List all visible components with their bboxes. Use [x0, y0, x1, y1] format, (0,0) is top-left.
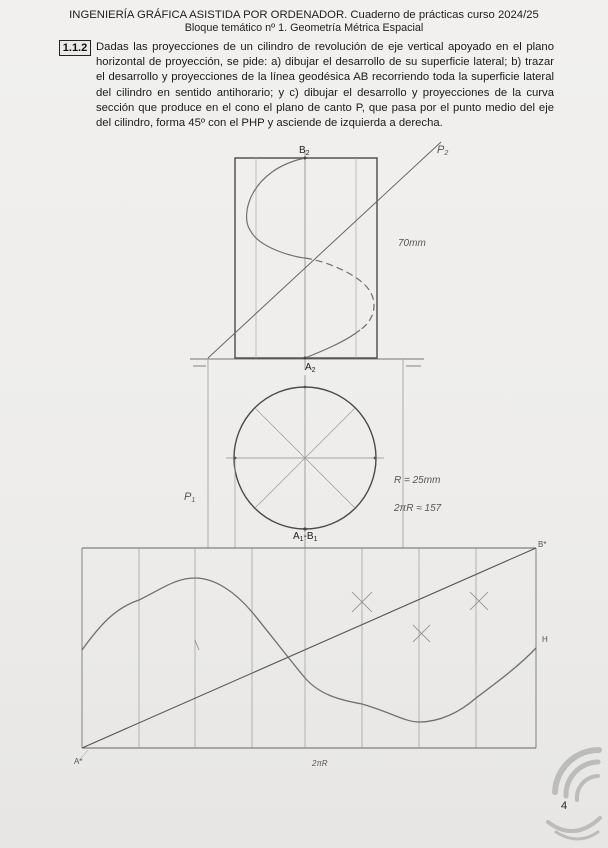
- label-perimeter: 2πR ≈ 157: [394, 503, 442, 514]
- label-dev-b: B*: [538, 540, 547, 549]
- label-dev-a: A*: [74, 757, 83, 766]
- drawing-labels: [74, 144, 548, 768]
- page-number: 4: [561, 800, 568, 812]
- front-view: [190, 142, 441, 548]
- exercise-number-badge: 1.1.2: [59, 40, 91, 56]
- label-p1: P1: [184, 491, 196, 504]
- course-title: INGENIERÍA GRÁFICA ASISTIDA POR ORDENADOR. Cuaderno de prácticas curso 2024/25: [69, 9, 539, 21]
- label-p2: P2: [437, 144, 449, 157]
- label-dev-h: H: [542, 635, 548, 644]
- label-dev-width: 2πR: [312, 759, 328, 768]
- label-height: 70mm: [398, 238, 426, 249]
- label-a1-b1: $A_1-B_1$: [293, 531, 318, 543]
- plan-view: [226, 375, 384, 548]
- institution-logo-icon: [548, 750, 600, 839]
- label-a2: $A_2$: [305, 362, 316, 374]
- development-view: [78, 548, 536, 762]
- label-radius: R = 25mm: [394, 475, 441, 486]
- exercise-statement: Dadas las proyecciones de un cilindro de revolución de eje vertical apoyado en el plano horizontal de proyección, se pide: a) dibujar el desarrollo de su superficie lateral; b) trazar el desarrollo y proyecciones de la línea geodésica AB recorriendo toda la superficie lateral del cilindro en sentido antihorario; y c) dibujar el desarrollo y proyecciones de la curva sección que produce en el cono el plano de canto P, que pasa por el punto medio del eje del cilindro, forma 45º con el PHP y asciende de izquierda a derecha.: [96, 41, 554, 130]
- block-title: Bloque temático nº 1. Geometría Métrica Espacial: [184, 22, 424, 34]
- label-b2: $B_2$: [299, 145, 310, 157]
